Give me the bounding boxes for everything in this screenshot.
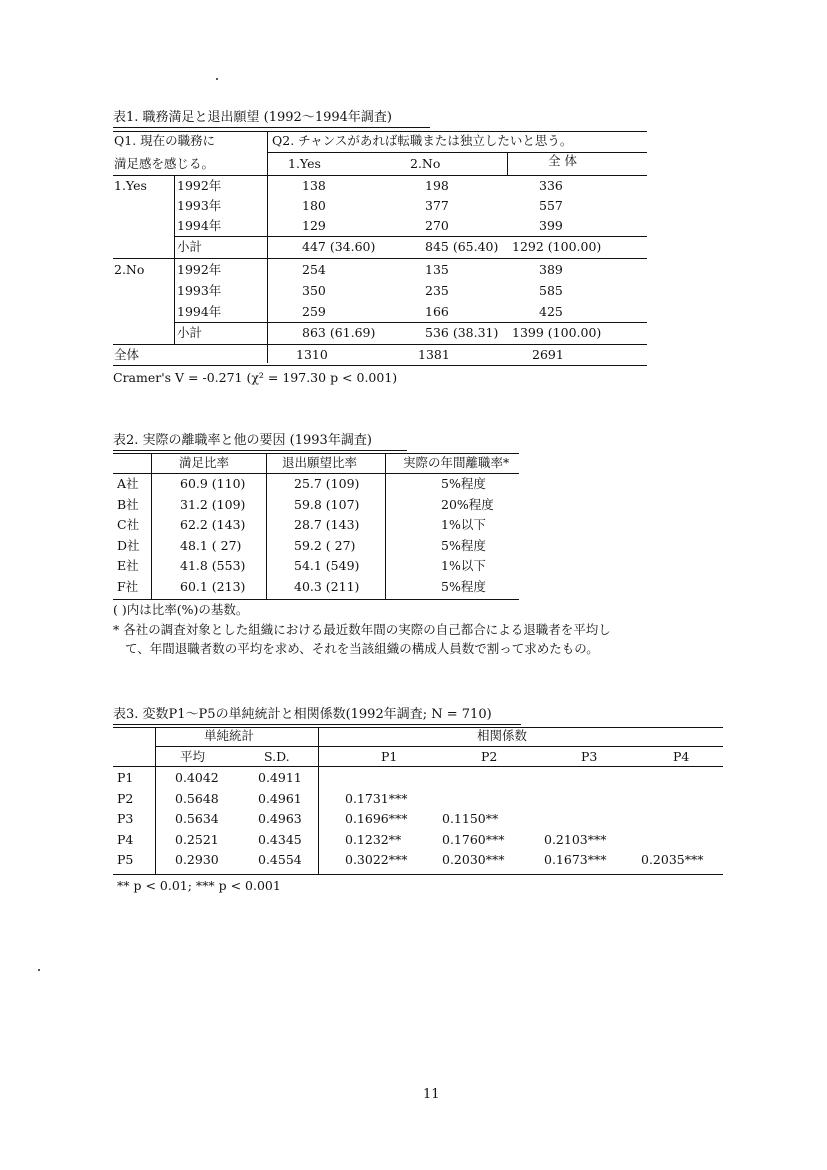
table1-cell: 557 [539, 198, 563, 213]
table2-sat-cell: 62.2 (143) [180, 517, 246, 532]
page-number: 11 [423, 1087, 440, 1102]
table1-cell: 1399 (100.00) [512, 325, 602, 340]
table3-var: P5 [117, 852, 134, 867]
table1-group-label: 1.Yes [114, 178, 147, 193]
table1-cell: 135 [425, 262, 449, 277]
table1-cell: 166 [425, 304, 449, 319]
table2-company: F社 [117, 579, 139, 594]
table2-caption: 表2. 実際の離職率と他の要因 (1993年調査) [113, 433, 372, 448]
table2-company: C社 [117, 517, 140, 532]
table2-vline [266, 453, 267, 599]
table1-cell: 389 [539, 262, 563, 277]
table2-vline [151, 453, 152, 599]
table2-header-rate: 実際の年間離職率* [403, 455, 510, 470]
table2-exit-cell: 59.2 ( 27) [294, 538, 356, 553]
table1-col-total: 全 体 [548, 153, 577, 168]
table3-var: P4 [117, 832, 134, 847]
table2-sat-cell: 48.1 ( 27) [180, 538, 242, 553]
table1-cell: 1381 [418, 347, 450, 362]
table3-sd-cell: 0.4554 [258, 852, 302, 867]
table1-cell: 399 [539, 218, 563, 233]
table3-corr-cell: 0.3022*** [345, 852, 408, 867]
table3-col-p2: P2 [481, 749, 498, 764]
table1-note: Cramer's V = -0.271 (χ² = 197.30 p < 0.001) [113, 370, 398, 385]
table2-exit-cell: 54.1 (549) [294, 558, 360, 573]
table3-col-p3: P3 [581, 749, 598, 764]
table2-company: A社 [117, 476, 139, 491]
table3-var: P1 [117, 770, 134, 785]
table1-vertical-total-head [507, 152, 508, 176]
table1-cell: 2691 [532, 347, 564, 362]
table2-note2: * 各社の調査対象とした組織における最近数年間の実際の自己都合による退職者を平均し [113, 622, 611, 637]
table1-caption-underline [113, 127, 430, 128]
table3-corr-cell: 0.1731*** [345, 791, 408, 806]
table2-note3: て、年間退職者数の平均を求め、それを当該組織の構成人員数で割って求めたもの。 [125, 641, 599, 656]
table2-rate-cell: 5%程度 [441, 579, 486, 594]
scan-speck [38, 969, 40, 971]
table1-col-yes: 1.Yes [288, 156, 321, 171]
table1-subtotal-label: 小計 [177, 239, 203, 254]
table1-cell: 845 (65.40) [425, 239, 499, 254]
table3-col-mean: 平均 [180, 749, 206, 764]
table1-cell: 259 [302, 304, 326, 319]
table1-cell: 1292 (100.00) [512, 239, 602, 254]
table3-col-p1: P1 [381, 749, 398, 764]
table1-year: 1994年 [177, 304, 222, 319]
table1-subtotal-rule [174, 322, 647, 323]
table2-exit-cell: 28.7 (143) [294, 517, 360, 532]
table1-vertical-main [267, 131, 268, 363]
table3-mean-cell: 0.5634 [175, 811, 219, 826]
table3-corr-cell: 0.1696*** [345, 811, 408, 826]
table1-cell: 336 [539, 178, 563, 193]
table1-cell: 536 (38.31) [425, 325, 499, 340]
table3-vline [318, 727, 319, 874]
table1-cell: 138 [302, 178, 326, 193]
table2-sat-cell: 60.1 (213) [180, 579, 246, 594]
table2-exit-cell: 25.7 (109) [294, 476, 360, 491]
table3-bottom-rule [113, 874, 723, 875]
table1-q2-rule [267, 152, 647, 153]
table2-bottom-rule [113, 599, 519, 600]
table2-rate-cell: 5%程度 [441, 538, 486, 553]
table2-sat-cell: 31.2 (109) [180, 497, 246, 512]
table2-sat-cell: 41.8 (553) [180, 558, 246, 573]
table1-year: 1993年 [177, 283, 222, 298]
table1-cell: 447 (34.60) [302, 239, 376, 254]
table1-q1-line1: Q1. 現在の職務に [114, 133, 216, 148]
table3-caption: 表3. 変数P1〜P5の単純統計と相関係数(1992年調査; N = 710) [113, 707, 492, 722]
table2-company: D社 [117, 538, 140, 553]
table1-cell: 350 [302, 283, 326, 298]
table3-mean-cell: 0.2521 [175, 832, 219, 847]
table3-sd-cell: 0.4963 [258, 811, 302, 826]
table1-group-rule [113, 258, 647, 259]
table1-cell: 129 [302, 218, 326, 233]
table2-caption-underline [113, 450, 407, 451]
table3-col-sd: S.D. [264, 749, 290, 764]
table2-company: E社 [117, 558, 139, 573]
table1-bottom-rule [113, 365, 647, 366]
table3-sd-cell: 0.4345 [258, 832, 302, 847]
table3-corr-cell: 0.2035*** [641, 852, 704, 867]
table2-vline [385, 453, 386, 599]
table1-grand-rule [113, 344, 647, 345]
table3-header-rule [113, 766, 723, 767]
table3-group-corr: 相関係数 [477, 728, 528, 743]
table3-corr-cell: 0.2030*** [442, 852, 505, 867]
table1-subtotal-rule [174, 236, 647, 237]
table3-corr-cell: 0.1760*** [442, 832, 505, 847]
table2-sat-cell: 60.9 (110) [180, 476, 246, 491]
table2-rate-cell: 5%程度 [441, 476, 486, 491]
table1-cell: 180 [302, 198, 326, 213]
table2-rate-cell: 1%以下 [441, 517, 486, 532]
table1-grand-label: 全体 [114, 347, 140, 362]
table3-sd-cell: 0.4961 [258, 791, 302, 806]
table1-year: 1993年 [177, 198, 222, 213]
table3-group-rule [155, 746, 723, 747]
table3-corr-cell: 0.1150** [442, 811, 499, 826]
table3-mean-cell: 0.4042 [175, 770, 219, 785]
table3-var: P2 [117, 791, 134, 806]
table2-top-rule [113, 453, 519, 454]
table2-exit-cell: 59.8 (107) [294, 497, 360, 512]
table2-exit-cell: 40.3 (211) [294, 579, 360, 594]
table1-col-no: 2.No [410, 156, 441, 171]
table1-subtotal-label: 小計 [177, 325, 203, 340]
table1-q1-line2: 満足感を感じる。 [114, 156, 215, 171]
table1-cell: 270 [425, 218, 449, 233]
table3-var: P3 [117, 811, 134, 826]
table1-cell: 254 [302, 262, 326, 277]
table3-corr-cell: 0.1673*** [544, 852, 607, 867]
table1-vertical-year [174, 176, 175, 344]
table3-vline [155, 727, 156, 874]
table2-header-rule [113, 473, 519, 474]
table1-cell: 425 [539, 304, 563, 319]
table1-top-rule [113, 131, 647, 132]
table3-mean-cell: 0.2930 [175, 852, 219, 867]
table2-header-sat: 満足比率 [179, 455, 230, 470]
table1-year: 1992年 [177, 178, 222, 193]
table1-cell: 235 [425, 283, 449, 298]
table3-col-p4: P4 [673, 749, 690, 764]
table1-q2: Q2. チャンスがあれば転職または独立したいと思う。 [272, 133, 573, 148]
table2-company: B社 [117, 497, 139, 512]
table3-corr-cell: 0.1232** [345, 832, 402, 847]
table3-mean-cell: 0.5648 [175, 791, 219, 806]
table3-sd-cell: 0.4911 [258, 770, 302, 785]
table1-cell: 377 [425, 198, 449, 213]
table1-header-rule [113, 175, 647, 176]
table3-corr-cell: 0.2103*** [544, 832, 607, 847]
table1-cell: 198 [425, 178, 449, 193]
table1-group-label: 2.No [114, 262, 145, 277]
table1-cell: 585 [539, 283, 563, 298]
table2-rate-cell: 1%以下 [441, 558, 486, 573]
table1-caption: 表1. 職務満足と退出願望 (1992〜1994年調査) [113, 110, 392, 125]
table2-note1: ( )内は比率(%)の基数。 [113, 602, 249, 617]
table1-year: 1994年 [177, 218, 222, 233]
table3-group-simple: 単純統計 [204, 728, 255, 743]
table3-note: ** p < 0.01; *** p < 0.001 [117, 878, 281, 893]
table2-rate-cell: 20%程度 [441, 497, 494, 512]
table1-cell: 1310 [296, 347, 328, 362]
table1-year: 1992年 [177, 262, 222, 277]
table3-caption-underline [113, 724, 521, 725]
table1-cell: 863 (61.69) [302, 325, 376, 340]
table2-header-exit: 退出願望比率 [282, 455, 358, 470]
scan-speck [216, 78, 218, 80]
